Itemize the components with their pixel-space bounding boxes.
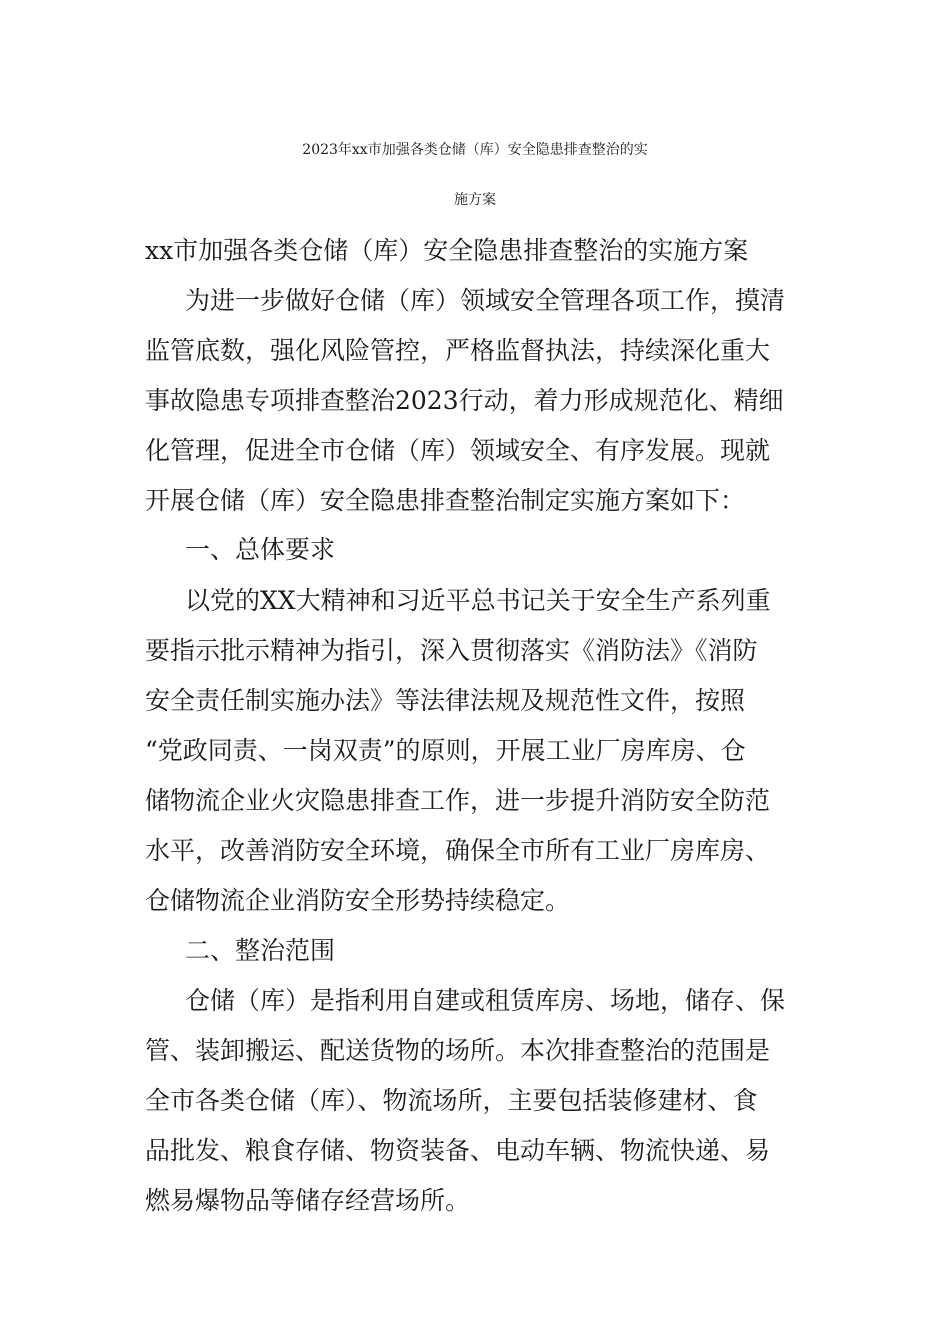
section1-line-3: 安全责任制实施办法》等法律法规及规范性文件，按照 — [145, 686, 746, 715]
section1-line-7: 仓储物流企业消防安全形势持续稳定。 — [145, 886, 571, 915]
document-title-line-2: 施方案 — [454, 192, 496, 208]
section1-line-5: 储物流企业火灾隐患排查工作，进一步提升消防安全防范 — [145, 786, 771, 815]
intro-line-2: 监管底数，强化风险管控，严格监督执法，持续深化重大 — [145, 336, 771, 365]
intro-line-4: 化管理，促进全市仓储（库）领域安全、有序发展。现就 — [145, 436, 771, 465]
section2-line-3: 全市各类仓储（库）、物流场所，主要包括装修建材、食 — [145, 1086, 758, 1115]
section2-heading: 二、整治范围 — [185, 936, 336, 965]
section1-line-1: 以党的XX大精神和习近平总书记关于安全生产系列重 — [185, 586, 771, 615]
section1-heading: 一、总体要求 — [185, 535, 336, 564]
document-subtitle: xx市加强各类仓储（库）安全隐患排查整治的实施方案 — [145, 236, 749, 265]
section2-line-5: 燃易爆物品等储存经营场所。 — [145, 1186, 471, 1215]
section1-line-2: 要指示批示精神为指引，深入贯彻落实《消防法》《消防 — [145, 636, 758, 665]
intro-line-5: 开展仓储（库）安全隐患排查整治制定实施方案如下： — [145, 486, 746, 515]
section1-line-4: “党政同责、一岗双责”的原则，开展工业厂房库房、仓 — [145, 736, 746, 765]
intro-line-1: 为进一步做好仓储（库）领域安全管理各项工作，摸清 — [185, 286, 786, 315]
section2-line-2: 管、装卸搬运、配送货物的场所。本次排查整治的范围是 — [145, 1036, 771, 1065]
intro-line-3: 事故隐患专项排查整治2023行动，着力形成规范化、精细 — [145, 386, 784, 415]
section1-line-6: 水平，改善消防安全环境，确保全市所有工业厂房库房、 — [145, 836, 771, 865]
document-title-line-1: 2023年xx市加强各类仓储（库）安全隐患排查整治的实 — [302, 142, 648, 158]
section2-line-1: 仓储（库）是指利用自建或租赁库房、场地，储存、保 — [185, 986, 786, 1015]
section2-line-4: 品批发、粮食存储、物资装备、电动车辆、物流快递、易 — [145, 1136, 771, 1165]
